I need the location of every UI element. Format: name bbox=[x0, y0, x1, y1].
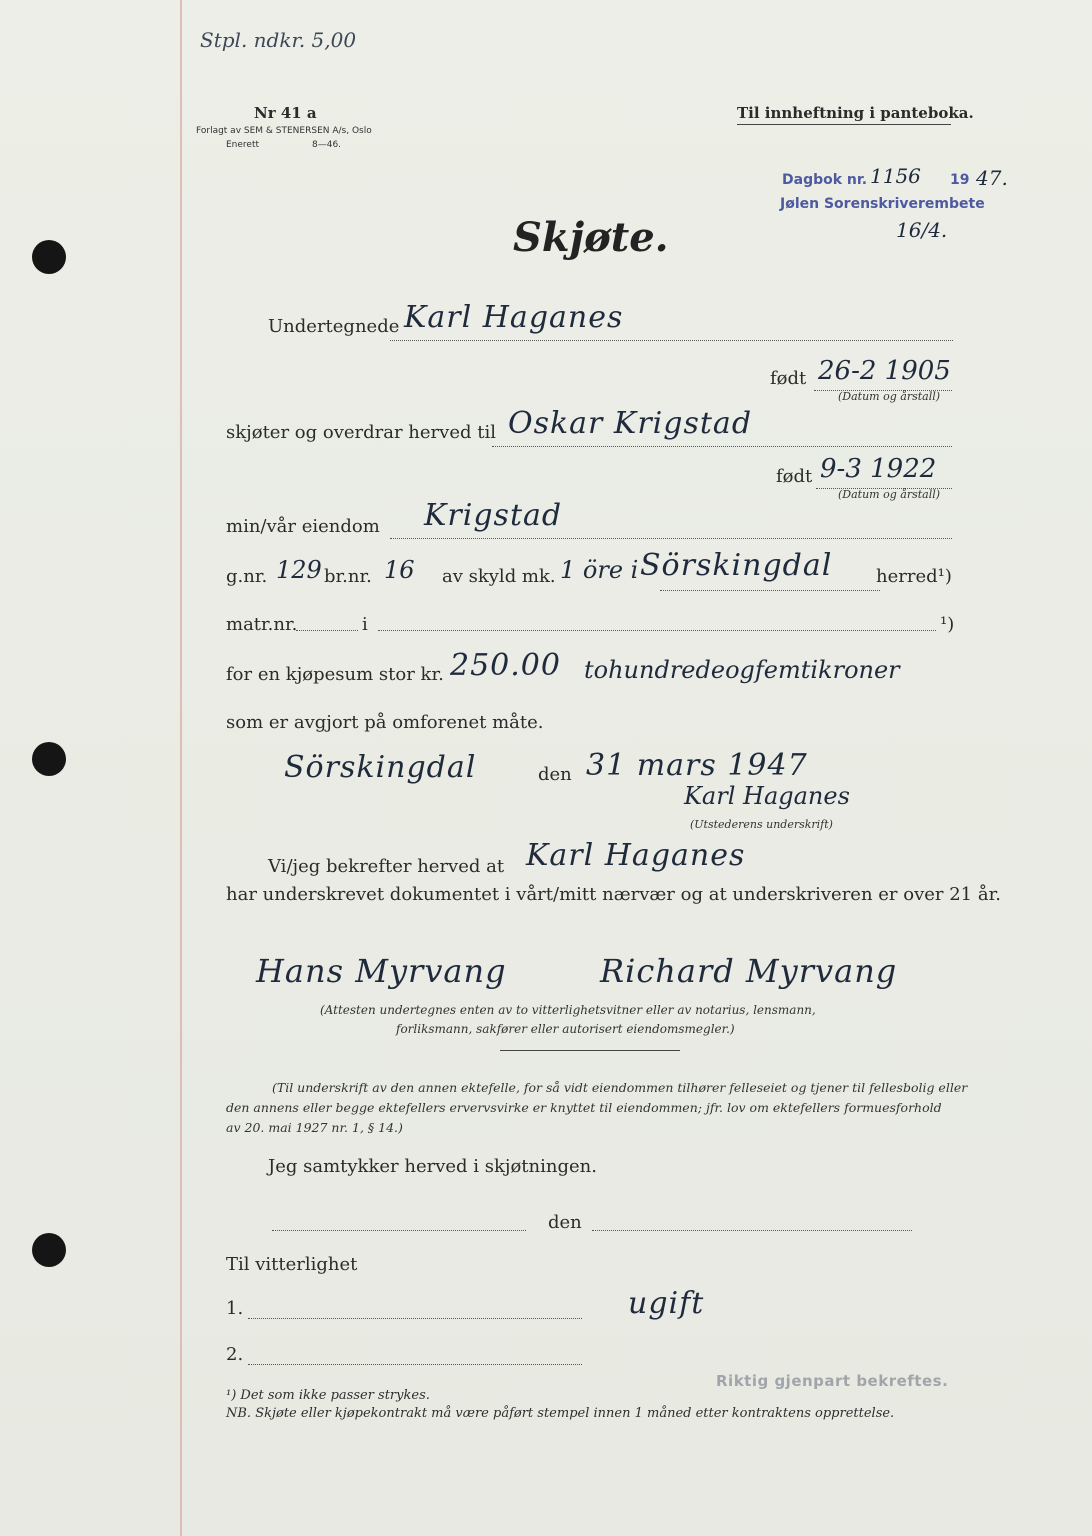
binding-note: Til innheftning i panteboka. bbox=[737, 104, 974, 122]
consent-place-line bbox=[272, 1230, 526, 1231]
vitterlighet-num-2: 2. bbox=[226, 1344, 244, 1365]
buyer-line bbox=[492, 446, 952, 447]
transfer-label: skjøter og overdrar herved til bbox=[226, 422, 496, 443]
consent-den-label: den bbox=[548, 1212, 582, 1233]
stamp-office: Jølen Sorenskriverembete bbox=[780, 196, 985, 212]
den-label: den bbox=[538, 764, 572, 785]
seller-birth: 26-2 1905 bbox=[818, 356, 951, 386]
matr-i-label: i bbox=[362, 614, 368, 635]
municipality-name: Sörskingdal bbox=[640, 548, 833, 583]
matr-label: matr.nr. bbox=[226, 614, 298, 635]
eiendom-label: min/vår eiendom bbox=[226, 516, 380, 537]
skyld-value: 1 öre i bbox=[560, 556, 639, 584]
seller-name: Karl Haganes bbox=[404, 300, 624, 335]
vitterlighet-line-2 bbox=[248, 1364, 582, 1365]
date-value: 31 mars 1947 bbox=[586, 748, 808, 783]
matr-place-line bbox=[378, 630, 936, 631]
seller-line bbox=[390, 340, 953, 341]
seller-birth-hint: (Datum og årstall) bbox=[838, 390, 941, 403]
municipality-line bbox=[660, 590, 880, 591]
gnr-value: 129 bbox=[276, 556, 322, 584]
dagbok-stamp-label: Dagbok nr. bbox=[782, 172, 868, 188]
publisher-date: 8—46. bbox=[312, 140, 342, 150]
property-name: Krigstad bbox=[424, 498, 563, 533]
ugift-note: ugift bbox=[628, 1286, 705, 1321]
stamp-year-suffix: 47. bbox=[976, 166, 1008, 190]
witness-2: Richard Myrvang bbox=[600, 952, 898, 990]
buyer-fodt-label: født bbox=[776, 466, 813, 487]
vitterlighet-line-1 bbox=[248, 1318, 582, 1319]
attest-note-2: forliksmann, sakfører eller autorisert eiendomsmegler.) bbox=[396, 1022, 735, 1036]
consent-text: Jeg samtykker herved i skjøtningen. bbox=[268, 1156, 597, 1177]
buyer-birth-hint: (Datum og årstall) bbox=[838, 488, 941, 501]
vitterlighet-label: Til vitterlighet bbox=[226, 1254, 358, 1275]
seller-fodt-label: født bbox=[770, 368, 807, 389]
punch-hole-top bbox=[32, 240, 66, 274]
attest-note-1: (Attesten undertegnes enten av to vitterlighetsvitner eller av notarius, lensmann, bbox=[320, 1003, 816, 1017]
confirm-name: Karl Haganes bbox=[526, 838, 746, 873]
witness-1: Hans Myrvang bbox=[256, 952, 507, 990]
certified-copy-stamp: Riktig gjenpart bekreftes. bbox=[716, 1372, 949, 1390]
settled-label: som er avgjort på omforenet måte. bbox=[226, 712, 544, 733]
footnote-1: ¹) Det som ikke passer strykes. bbox=[226, 1388, 430, 1403]
price-value: 250.00 bbox=[450, 648, 561, 683]
stamp-year-prefix: 19 bbox=[950, 172, 970, 188]
undertegnede-label: Undertegnede bbox=[268, 316, 400, 337]
punch-hole-middle bbox=[32, 742, 66, 776]
signature-hint: (Utstederens underskrift) bbox=[690, 818, 833, 831]
buyer-birth: 9-3 1922 bbox=[820, 454, 937, 484]
matr-end: ¹) bbox=[940, 614, 955, 635]
place-value: Sörskingdal bbox=[284, 750, 477, 785]
brnr-label: br.nr. bbox=[324, 566, 372, 587]
matr-line bbox=[296, 630, 358, 631]
price-words: tohundredeogfemtikroner bbox=[584, 656, 900, 684]
buyer-name: Oskar Krigstad bbox=[508, 406, 753, 441]
herred-label: herred¹) bbox=[876, 566, 952, 587]
dagbok-number: 1156 bbox=[870, 164, 921, 188]
confirm-text: har underskrevet dokumentet i vårt/mitt nærvær og at underskriveren er over 21 år. bbox=[226, 884, 1001, 905]
skyld-label: av skyld mk. bbox=[442, 566, 556, 587]
signature: Karl Haganes bbox=[684, 782, 850, 810]
property-line bbox=[390, 538, 952, 539]
vitterlighet-num-1: 1. bbox=[226, 1298, 244, 1319]
document-title: Skjøte. bbox=[513, 214, 669, 261]
consent-date-line bbox=[592, 1230, 912, 1231]
brnr-value: 16 bbox=[384, 556, 415, 584]
publisher-enerett: Enerett bbox=[226, 140, 260, 150]
gnr-label: g.nr. bbox=[226, 566, 268, 587]
price-label: for en kjøpesum stor kr. bbox=[226, 664, 444, 685]
separator-rule bbox=[500, 1050, 680, 1051]
confirm-label: Vi/jeg bekrefter herved at bbox=[268, 856, 505, 877]
spouse-note-3: av 20. mai 1927 nr. 1, § 14.) bbox=[226, 1120, 403, 1135]
binding-note-underline bbox=[737, 124, 951, 125]
stamp-date: 16/4. bbox=[896, 218, 948, 242]
publisher-line: Forlagt av SEM & STENERSEN A/s, Oslo bbox=[196, 126, 372, 136]
fee-note: Stpl. ndkr. 5,00 bbox=[200, 28, 357, 52]
spouse-note-1: (Til underskrift av den annen ektefelle, for så vidt eiendommen tilhører felleseiet og tjener til fellesbolig eller bbox=[272, 1080, 968, 1095]
spouse-note-2: den annens eller begge ektefellers ervervsvirke er knyttet til eiendommen; jfr. lov om ektefellers formuesforhold bbox=[226, 1100, 942, 1115]
punch-hole-bottom bbox=[32, 1233, 66, 1267]
footnote-2: NB. Skjøte eller kjøpekontrakt må være påført stempel innen 1 måned etter kontraktens opprettelse. bbox=[226, 1406, 895, 1421]
margin-line bbox=[180, 0, 182, 1536]
form-number: Nr 41 a bbox=[254, 104, 317, 122]
